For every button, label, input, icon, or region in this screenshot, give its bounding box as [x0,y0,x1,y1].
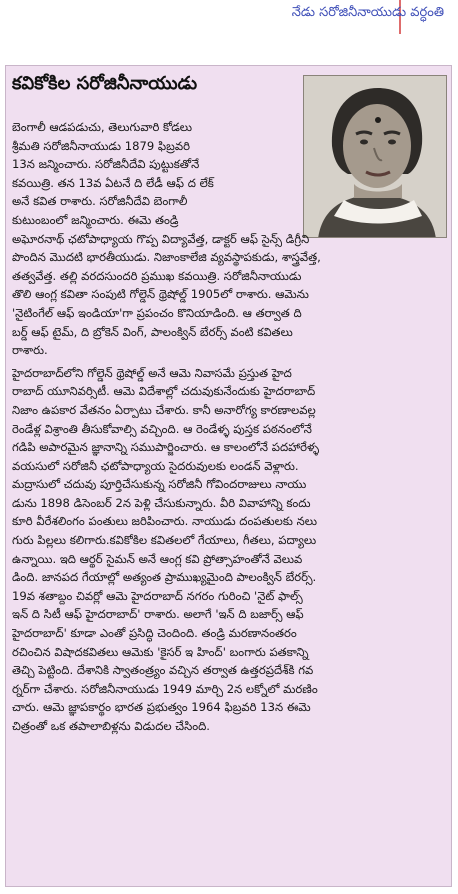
text-line: కూరి వీరేశలింగం పంతులు జరిపించారు. నాయుడు దంపతులకు నలు [12,514,317,529]
text-line: తెచ్చి పెట్టింది. దేశానికి స్వాతంత్ర్యం వచ్చిన తర్వాత ఉత్తరప్రదేశ్‌కి గవ [12,663,314,678]
text-line: ఇన్ ది సిటీ ఆఫ్ హైదరాబాద్' రాశారు. అలాగే 'ఇన్ ది బజార్స్ ఆఫ్ [12,607,304,622]
text-line: రెండేళ్ల విశ్రాంతి తీసుకోవాల్సి వచ్చింది. ఆ రెండేళ్ళ పుస్తక పఠనంలోనే [12,421,312,436]
text-line: శ్రీమతి సరోజినీనాయుడు 1879 ఫిబ్రవరి [12,138,190,153]
paragraph-1 [12,118,446,360]
text-line: గురు పిల్లలు కలిగారు.కవికోకిల కవితలలో గేయాలు, గీతలు, పద్యాలు [12,533,317,548]
text-line: పొందిన మొదటి భారతీయుడు. నిజాంకాలేజి వ్యవస్థాపకుడు, శాస్త్రవేత్త, [12,250,321,265]
text-line: తత్వవేత్త. తల్లి వరదసుందరి ప్రముఖ కవయిత్రి. సరోజినీనాయుడు [12,268,302,283]
article-kicker: నేడు సరోజినీనాయుడు వర్ధంతి [291,5,444,20]
text-line: డింది. జానపద గేయాల్లో అత్యంత ప్రాముఖ్యమైంది పాలంక్విన్ బేరర్స్. [12,570,317,585]
text-line: రచించిన విషాదకవితలు ఆమెకు 'కైసర్ ఇ హింద్' బంగారు పతకాన్ని [12,644,309,659]
text-line: 13న జన్మించారు. సరోజినీదేవి పుట్టుకతోనే [12,157,200,172]
text-line: ర్నర్‌గా చేశారు. సరోజినీనాయుడు 1949 మార్చి 2న లక్నోలో మరణిం [12,681,318,696]
text-line: హైదరాబాద్' కూడా ఎంతో ప్రసిద్ధి చెందింది. తండ్రి మరణానంతరం [12,626,297,641]
text-line: ఉన్నాయి. ఇది ఆర్థర్ సైమన్ అనే ఆంగ్ల కవి ప్రోత్సాహంతోనే వెలువ [12,551,303,566]
article-title: కవికోకిల సరోజినీనాయుడు [12,73,198,94]
text-line: 'నైటింగేల్ ఆఫ్ ఇండియా'గా ప్రపంచం కొనియాడింది. ఆ తర్వాత ది [12,305,302,320]
text-line: కవయిత్రి. తన 13వ ఏటనే ది లేడీ ఆఫ్ ద లేక్ [12,175,214,190]
text-line: గడిపి అపారమైన జ్ఞానాన్ని సముపార్జించారు. ఆ కాలంలోనే పదహారేళ్ళ [12,440,320,455]
text-line: బెంగాలీ ఆడపడుచు, తెలుగువారి కోడలు [12,120,193,134]
text-line: చారు. ఆమె జ్ఞాపకార్థం భారత ప్రభుత్వం 1964 ఫిబ్రవరి 13న ఈమె [12,700,311,715]
text-line: 19వ శతాబ్దం చివర్లో ఆమె హైదరాబాద్ నగరం గురించి 'నైట్ ఫాల్స్ [12,588,303,603]
text-line: చిత్రంతో ఒక తపాలాబిళ్లను విడుదల చేసింది. [12,719,210,733]
text-line: కుటుంబంలో జన్మించారు. ఈమె తండ్రి [12,212,179,227]
text-line: హైదరాబాద్‌లోని గోల్డెన్ థ్రెషోల్డ్ అనే ఆమె నివాసమే ప్రస్తుత హైద [12,365,292,380]
text-line: మద్రాసులో చదువు పూర్తిచేసుకున్న సరోజినీ గోవిందరాజులు నాయు [12,477,307,492]
text-line: తొలి ఆంగ్ల కవితా సంపుటి గోల్డెన్ థ్రెషోల్డ్ 1905లో రాశారు. ఆమెను [12,287,309,302]
text-line: వయసులో సరోజినీ ఛటోపాధ్యాయ సైదరువులకు లండన్ వెళ్లారు. [12,458,299,473]
text-line: రాబాద్ యూనివర్సిటీ. ఆమె విదేశాల్లో చదువుకునేందుకు హైదరాబాద్ [12,384,316,399]
text-line: అఘోరనాథ్ ఛటోపాధ్యాయ గొప్ప విద్యావేత్త, డాక్టర్ ఆఫ్ సైన్స్ డిగ్రీని [12,231,310,246]
text-line: బర్డ్ ఆఫ్ టైమ్, ది బ్రోకెన్ వింగ్, పాలంక్విన్ బేరర్స్ వంటి కవితలు [12,324,293,339]
article-body [12,118,446,736]
text-line: నిజాం ఉపకార వేతనం ఏర్పాటు చేశారు. కానీ అనారోగ్య కారణాలవల్ల [12,402,316,417]
text-line: రాశారు. [12,343,48,358]
paragraph-2 [12,364,446,736]
text-line: అనే కవిత రాశారు. సరోజినీదేవి బెంగాలీ [12,194,188,209]
text-line: డును 1898 డిసెంబర్ 2న పెళ్లి చేసుకున్నారు. వీరి వివాహాన్ని కందు [12,495,311,510]
